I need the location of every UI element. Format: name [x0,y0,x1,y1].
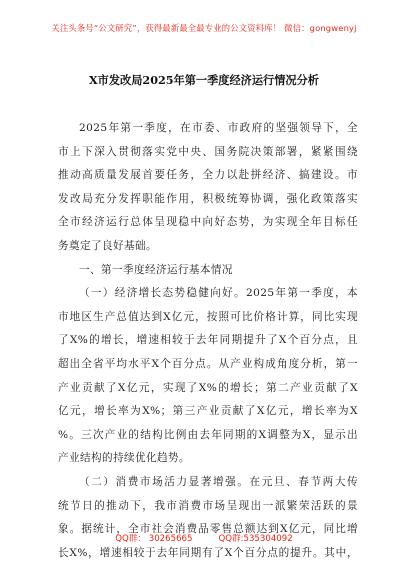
paragraph-line: 统节日的推动下，我市消费市场呈现出一派繁荣活跃的景 [58,499,358,512]
paragraph-line: 象。据统计，全市社会消费品零售总额达到X亿元，同比增 [58,523,358,536]
footer-qq-groups [0,532,408,544]
document-body [58,117,358,565]
paragraph-line: （一）经济增长态势稳健向好。2025年第一季度，本 [79,287,358,300]
paragraph-line: %。三次产业的结构比例由去年同期的X调整为X，显示出 [58,428,358,441]
paragraph-line: （二）消费市场活力显著增强。在元旦、春节两大传 [79,475,358,488]
section-heading: 一、第一季度经济运行基本情况 [79,263,233,276]
paragraph-line: 产业贡献了X亿元，实现了X%的增长；第二产业贡献了X [58,381,358,394]
paragraph-line: 长X%，增速相较于去年同期有了X个百分点的提升。其中， [58,546,358,559]
qq-group-1: QQ群： 30265665 [115,534,193,544]
paragraph-line: 务奠定了良好基础。 [58,239,157,252]
paragraph-line: 2025年第一季度，在市委、市政府的坚强领导下，全 [79,122,358,134]
paragraph-line: 产业结构的持续优化趋势。 [58,452,190,465]
promo-banner: 关注头条号“公文研究”，获得最新最全最专业的公文资料库！ 微信：gongwenyj [51,23,357,33]
paragraph-line: 了X%的增长，增速相较于去年同期提升了X个百分点，且 [58,334,358,347]
paragraph-line: 超出全省平均水平X个百分点。从产业构成角度分析，第一 [58,357,358,370]
paragraph-line: 发改局充分发挥职能作用，积极统筹协调，强化政策落实 [58,192,358,205]
qq-group-2: QQ群:535304092 [218,534,293,544]
paragraph-line: 全市经济运行总体呈现稳中向好态势，为实现全年目标任 [58,216,358,229]
paragraph-line: 市上下深入贯彻落实党中央、国务院决策部署，紧紧围绕 [58,145,358,158]
paragraph-line: 亿元，增长率为X%；第三产业贡献了X亿元，增长率为X [58,405,358,418]
paragraph-line: 市地区生产总值达到X亿元，按照可比价格计算，同比实现 [58,310,358,323]
document-title: X市发改局2025年第一季度经济运行情况分析 [88,73,319,87]
paragraph-line: 推动高质量发展首要任务，全力以赴拼经济、搞建设。市 [58,169,358,182]
